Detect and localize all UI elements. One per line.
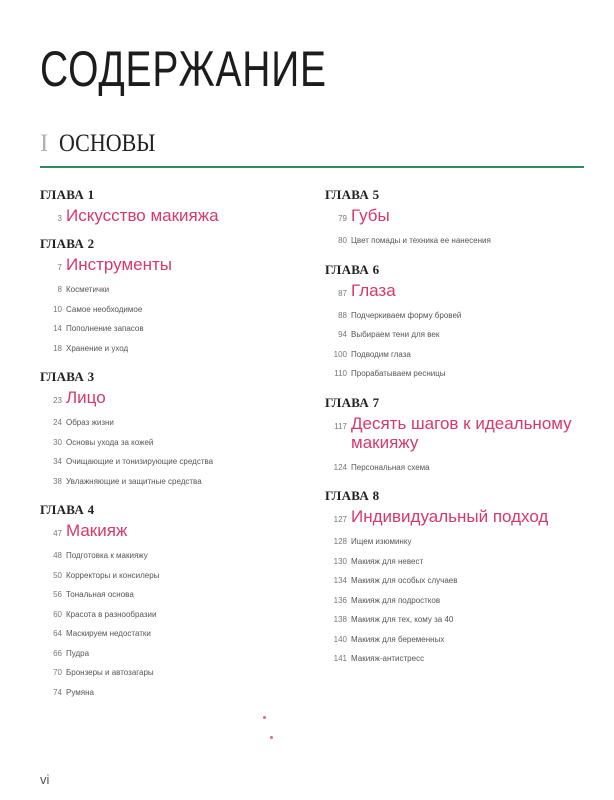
chapter-page-number: 7 (57, 263, 62, 272)
chapter-label: ГЛАВА 6 (325, 261, 380, 277)
chapter-label: ГЛАВА 4 (40, 502, 95, 517)
entry-title: Корректоры и консилеры (66, 570, 160, 580)
entry-title: Цвет помады и техника ее нанесения (351, 236, 491, 246)
chapter-block (40, 368, 295, 491)
toc-entry (325, 306, 585, 326)
entry-title: Маскируем недостатки (66, 629, 151, 639)
toc-entry (325, 325, 585, 345)
toc-entry (40, 663, 295, 683)
chapter-block (325, 394, 585, 478)
entry-page-number: 14 (53, 324, 62, 334)
entry-title: Прорабатываем ресницы (351, 369, 446, 379)
entry-title: Косметички (66, 285, 110, 295)
toc-entry (40, 605, 295, 625)
entry-title: Макияж для тех, кому за 40 (351, 615, 454, 625)
toc-entry (325, 571, 585, 591)
entry-title: Ищем изюминку (351, 537, 412, 547)
entry-page-number: 138 (333, 615, 347, 625)
chapter-title: Губы (351, 206, 390, 225)
chapter-heading (325, 507, 585, 526)
toc-entry (40, 644, 295, 664)
part-title: ОСНОВЫ (58, 130, 156, 157)
section-list (325, 458, 585, 478)
toc-entry (325, 458, 585, 478)
chapter-heading (40, 521, 295, 540)
page-title: СОДЕРЖАНИЕ (40, 41, 327, 97)
entry-title: Подводим глаза (351, 349, 411, 359)
entry-page-number: 64 (53, 629, 62, 639)
page-number: vi (40, 772, 50, 787)
chapter-heading (325, 206, 585, 225)
toc-entry (40, 319, 295, 339)
section-list (325, 532, 585, 669)
section-list (40, 413, 295, 491)
chapter-page-number: 117 (334, 421, 347, 431)
entry-title: Подчеркиваем форму бровей (351, 310, 462, 320)
toc-entry (40, 585, 295, 605)
entry-title: Пополнение запасов (66, 324, 144, 334)
toc-entry (40, 624, 295, 644)
chapter-label: ГЛАВА 7 (325, 394, 380, 410)
entry-page-number: 70 (53, 668, 62, 678)
chapter-title: Глаза (351, 280, 396, 300)
entry-title: Пудра (66, 648, 90, 658)
chapter-label: ГЛАВА 1 (40, 187, 95, 202)
entry-title: Тональная основа (66, 590, 134, 600)
decorative-dot (270, 736, 273, 739)
toc-left-column (40, 186, 295, 712)
toc-entry (325, 231, 585, 251)
chapter-heading (325, 414, 585, 452)
entry-title: Макияж-антистресс (351, 654, 425, 664)
chapter-page-number: 79 (338, 214, 347, 223)
entry-page-number: 130 (333, 556, 347, 566)
toc-entry (325, 630, 585, 650)
entry-page-number: 10 (53, 304, 62, 314)
toc-right-column (325, 186, 585, 679)
entry-page-number: 66 (53, 648, 62, 658)
chapter-block (325, 186, 585, 251)
toc-entry (40, 452, 295, 472)
entry-page-number: 18 (53, 343, 62, 353)
entry-title: Хранение и уход (66, 343, 129, 353)
entry-page-number: 60 (53, 609, 62, 619)
entry-page-number: 80 (338, 236, 347, 246)
chapter-title: Десять шагов к идеальному макияжу (351, 413, 572, 452)
entry-title: Увлажняющие и защитные средства (66, 476, 202, 486)
section-list (325, 231, 585, 251)
chapter-block (40, 186, 295, 225)
section-list (40, 546, 295, 702)
entry-page-number: 38 (53, 476, 62, 486)
entry-page-number: 50 (53, 570, 62, 580)
chapter-title: Индивидуальный подход (351, 507, 549, 526)
entry-page-number: 128 (333, 537, 347, 547)
entry-title: Макияж для подростков (351, 595, 441, 605)
toc-entry (40, 546, 295, 566)
chapter-heading (40, 255, 295, 274)
chapter-label: ГЛАВА 8 (325, 488, 380, 503)
chapter-label: ГЛАВА 2 (40, 236, 95, 251)
entry-page-number: 136 (333, 595, 347, 605)
chapter-block (40, 501, 295, 702)
entry-title: Подготовка к макияжу (66, 551, 148, 561)
entry-title: Макияж для невест (351, 556, 424, 566)
entry-title: Образ жизни (66, 418, 114, 428)
chapter-page-number: 127 (333, 515, 347, 524)
entry-title: Красота в разнообразии (66, 609, 157, 619)
chapter-page-number: 47 (53, 529, 62, 538)
toc-entry (325, 649, 585, 669)
toc-entry (325, 591, 585, 611)
entry-page-number: 124 (333, 462, 347, 472)
entry-page-number: 24 (53, 418, 62, 428)
entry-title: Основы ухода за кожей (66, 437, 154, 447)
entry-title: Очищающие и тонизирующие средства (66, 457, 214, 467)
entry-page-number: 48 (53, 551, 62, 561)
chapter-label: ГЛАВА 3 (40, 369, 95, 384)
entry-page-number: 30 (53, 437, 62, 447)
section-list (40, 280, 295, 358)
entry-page-number: 141 (333, 654, 347, 664)
entry-page-number: 8 (57, 285, 62, 295)
toc-entry (40, 472, 295, 492)
chapter-title: Макияж (66, 521, 128, 540)
toc-entry (40, 300, 295, 320)
entry-page-number: 88 (338, 310, 347, 320)
toc-entry (325, 345, 585, 365)
toc-entry (40, 413, 295, 433)
toc-entry (40, 566, 295, 586)
chapter-title: Инструменты (66, 255, 173, 274)
entry-title: Выбираем тени для век (351, 330, 440, 340)
part-number: I (40, 130, 49, 157)
toc-entry (40, 339, 295, 359)
toc-entry (325, 532, 585, 552)
entry-page-number: 100 (333, 349, 347, 359)
toc-entry (40, 683, 295, 703)
toc-entry (325, 552, 585, 572)
chapter-label: ГЛАВА 5 (325, 187, 380, 202)
entry-title: Персональная схема (351, 462, 430, 472)
toc-entry (40, 433, 295, 453)
entry-title: Самое необходимое (66, 304, 143, 314)
entry-title: Макияж для особых случаев (351, 576, 458, 586)
entry-title: Бронзеры и автозагары (66, 668, 154, 678)
decorative-dot (263, 716, 266, 719)
section-divider (40, 166, 584, 168)
toc-entry (40, 280, 295, 300)
chapter-title: Лицо (66, 388, 106, 407)
chapter-block (325, 261, 585, 384)
chapter-heading (325, 281, 585, 300)
section-list (325, 306, 585, 384)
entry-title: Румяна (66, 687, 94, 697)
toc-entry (325, 364, 585, 384)
chapter-heading (40, 388, 295, 407)
entry-page-number: 140 (333, 634, 347, 644)
entry-page-number: 56 (53, 590, 62, 600)
entry-page-number: 74 (53, 687, 62, 697)
chapter-page-number: 23 (53, 396, 62, 405)
entry-page-number: 134 (333, 576, 347, 586)
part-heading (40, 130, 168, 158)
chapter-page-number: 87 (338, 288, 347, 298)
toc-entry (325, 610, 585, 630)
entry-page-number: 110 (334, 369, 347, 379)
entry-page-number: 34 (53, 457, 62, 467)
chapter-block (325, 487, 585, 669)
chapter-page-number: 3 (57, 214, 62, 223)
chapter-heading (40, 206, 295, 225)
entry-title: Макияж для беременных (351, 634, 445, 644)
chapter-title: Искусство макияжа (66, 206, 219, 225)
entry-page-number: 94 (338, 330, 347, 340)
chapter-block (40, 235, 295, 358)
